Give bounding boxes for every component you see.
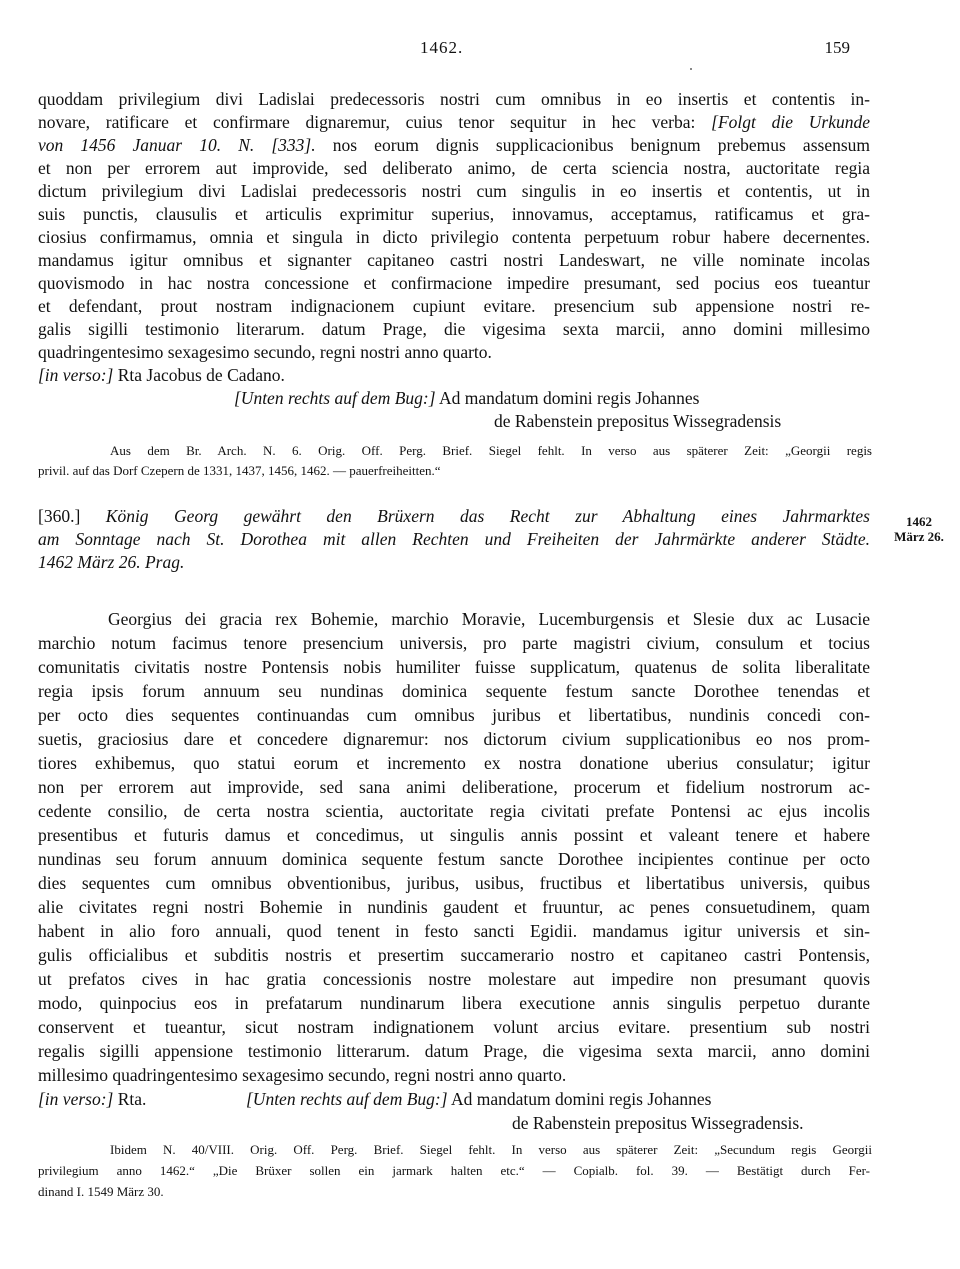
text-run: Rta. bbox=[117, 1089, 147, 1109]
text-line bbox=[38, 111, 870, 133]
text-line: suetis, graciosius dare et concedere dignaremur: nos dictorum civium supplicationibus eo nos prom- bbox=[38, 729, 870, 749]
text-line: Georgius dei gracia rex Bohemie, marchio Moravie, Lucemburgensis et Slesie dux ac Lusacie bbox=[108, 609, 870, 629]
editorial-note: von 1456 Januar 10. N. [333]. bbox=[38, 135, 316, 155]
text-line bbox=[234, 387, 854, 409]
text-line: comunitatis civitatis nostre Pontensis nobis humiliter fuisse supplicatum, quatenus de solita liberalitate bbox=[38, 657, 870, 677]
text-line: regia ipsis forum annuum seu nundinas dominica sequente festum sancte Dorothee tenendas et bbox=[38, 681, 870, 701]
text-line: marchio notum facimus tenore presencium universis, pro parte magistri civium, consulum et tocius bbox=[38, 633, 870, 653]
footnote-line: Ibidem N. 40/VIII. Orig. Off. Perg. Brief. Siegel fehlt. In verso aus späterer Zeit: „Secundum regis Georgii bbox=[110, 1142, 872, 1157]
entry-title-line: am Sonntage nach St. Dorothea mit allen Rechten und Freiheiten der Jahrmärkte anderer Städte. bbox=[38, 529, 870, 549]
entry-title-line bbox=[38, 505, 870, 527]
text-line bbox=[38, 364, 870, 386]
header-year: 1462. bbox=[420, 38, 464, 57]
text-line: ut prefatos cives in hac gratia concessionis nostre molestare aut impedire non presumant quovis bbox=[38, 969, 870, 989]
text-line: regalis sigilli appensione testimonio litterarum. datum Prage, die vigesima sexta marcii, anno domini bbox=[38, 1041, 870, 1061]
entry-date-line: 1462 März 26. Prag. bbox=[38, 552, 185, 572]
text-line: quovismodo in hac nostra concessione et confirmacione impedire presumant, sed pocius eos tueantur bbox=[38, 273, 870, 293]
text-run: Rta Jacobus de Cadano. bbox=[117, 365, 285, 385]
editorial-note: [in verso:] bbox=[38, 365, 114, 385]
text-line: et non per errorem aut improvide, sed deliberato animo, de certa sciencia nostra, auctoritate regia bbox=[38, 158, 870, 178]
editorial-note: [Unten rechts auf dem Bug:] bbox=[234, 388, 436, 408]
text-line: suis punctis, clausulis et articulis exprimitur superius, innovamus, acceptamus, ratificamus et gra- bbox=[38, 204, 870, 224]
text-line bbox=[246, 1088, 866, 1110]
entry-title: König Georg gewährt den Brüxern das Recht zur Abhaltung eines Jahrmarktes bbox=[105, 506, 870, 526]
text-line: quoddam privilegium divi Ladislai predecessoris nostri cum omnibus in eo insertis et contentis in- bbox=[38, 89, 870, 109]
editorial-note: [Unten rechts auf dem Bug:] bbox=[246, 1089, 448, 1109]
text-run: novare, ratificare et confirmare dignaremur, cuius tenor sequitur in hec verba: bbox=[38, 112, 696, 132]
text-line: mandamus igitur omnibus et signanter capitaneo castri nostri Landeswart, ne ville nominate incolas bbox=[38, 250, 870, 270]
text-line: de Rabenstein prepositus Wissegradensis. bbox=[512, 1113, 804, 1133]
text-line: alie civitates regni nostri Bohemie in nundinis gaudent et fruuntur, ac penes consuetudinem, quam bbox=[38, 897, 870, 917]
footnote-line: Aus dem Br. Arch. N. 6. Orig. Off. Perg. Brief. Siegel fehlt. In verso aus späterer Zeit: „Georgii regis bbox=[110, 443, 872, 458]
text-line: cedente consilio, de certa nostra scientia, auctoritate regia civitati prefate Pontensi ac ejus incolis bbox=[38, 801, 870, 821]
text-line: quadringentesimo sexagesimo secundo, regni nostri anno quarto. bbox=[38, 342, 492, 362]
margin-year: 1462 bbox=[906, 514, 932, 529]
text-line: non per errorem aut improvide, sed sana animi deliberatione, procerum et fidelium nostrorum ac- bbox=[38, 777, 870, 797]
footnote-line: privil. auf das Dorf Czepern de 1331, 1437, 1456, 1462. — pauerfreiheitten.“ bbox=[38, 463, 441, 478]
text-line: millesimo quadringentesimo sexagesimo secundo, regni nostri anno quarto. bbox=[38, 1065, 567, 1085]
margin-date bbox=[888, 514, 950, 544]
text-run: nos eorum dignis supplicacionibus benignum prebemus assensum bbox=[332, 135, 870, 155]
text-line: galis sigilli testimonio literarum. datum Prage, die vigesima sexta marcii, anno domini millesimo bbox=[38, 319, 870, 339]
text-line: de Rabenstein prepositus Wissegradensis bbox=[494, 411, 782, 431]
text-line: gulis officialibus et subditis nostris et presertim succamerario nostro et capitaneo castri Pontensis, bbox=[38, 945, 870, 965]
text-line: habent in alio foro annuali, quod tenent in festo sancti Egidii. mandamus igitur universis et sin- bbox=[38, 921, 870, 941]
text-line: tiores exhibemus, quo statui eorum et incremento ex nostra donatione uberius consulatur; igitur bbox=[38, 753, 870, 773]
text-line: dies sequentes cum omnibus obventionibus, juribus, usibus, fructibus et libertatibus universis, quibus bbox=[38, 873, 870, 893]
footnote-line: dinand I. 1549 März 30. bbox=[38, 1184, 164, 1199]
margin-day: März 26. bbox=[894, 529, 944, 544]
footnote-line: privilegium anno 1462.“ „Die Brüxer sollen ein jarmark halten etc.“ — Copialb. fol. 39. — Bestätigt durch Fer- bbox=[38, 1163, 870, 1178]
text-line: nundinas seu forum annuum dominica sequente festum sancte Dorothee incipientes continue per octo bbox=[38, 849, 870, 869]
text-line: ciosius confirmamus, omnia et singula in dicto privilegio contenta perpetuum robur habere decernentes. bbox=[38, 227, 870, 247]
print-speck bbox=[690, 68, 692, 70]
text-line: per octo dies sequentes continuandas cum omnibus juribus et libertatibus, nundinis concedi con- bbox=[38, 705, 870, 725]
running-header bbox=[0, 38, 960, 62]
entry-number: [360.] bbox=[38, 506, 81, 526]
text-line: modo, quinpocius eos in prefatarum nundinarum libera executione annis singulis perpetuo durante bbox=[38, 993, 870, 1013]
text-line: conservent et tueantur, sicut nostram indignationem volunt arcius evitare. presentium sub nostri bbox=[38, 1017, 870, 1037]
text-run: Ad mandatum domini regis Johannes bbox=[450, 1089, 712, 1109]
page-number: 159 bbox=[824, 38, 850, 57]
text-line: et defendant, prout nostram indignacionem cupiunt evitare. presencium sub appensione nostri re- bbox=[38, 296, 870, 316]
editorial-note: [Folgt die Urkunde bbox=[711, 112, 870, 132]
text-line: dictum privilegium divi Ladislai predecessoris nostri cum singulis in eo insertis et contentis, ut in bbox=[38, 181, 870, 201]
text-run: Ad mandatum domini regis Johannes bbox=[438, 388, 700, 408]
text-line bbox=[38, 134, 870, 156]
editorial-note: [in verso:] bbox=[38, 1089, 114, 1109]
text-line: presentibus et futuris damus et concedimus, ut singulis annis possint et valeant tenere et habere bbox=[38, 825, 870, 845]
